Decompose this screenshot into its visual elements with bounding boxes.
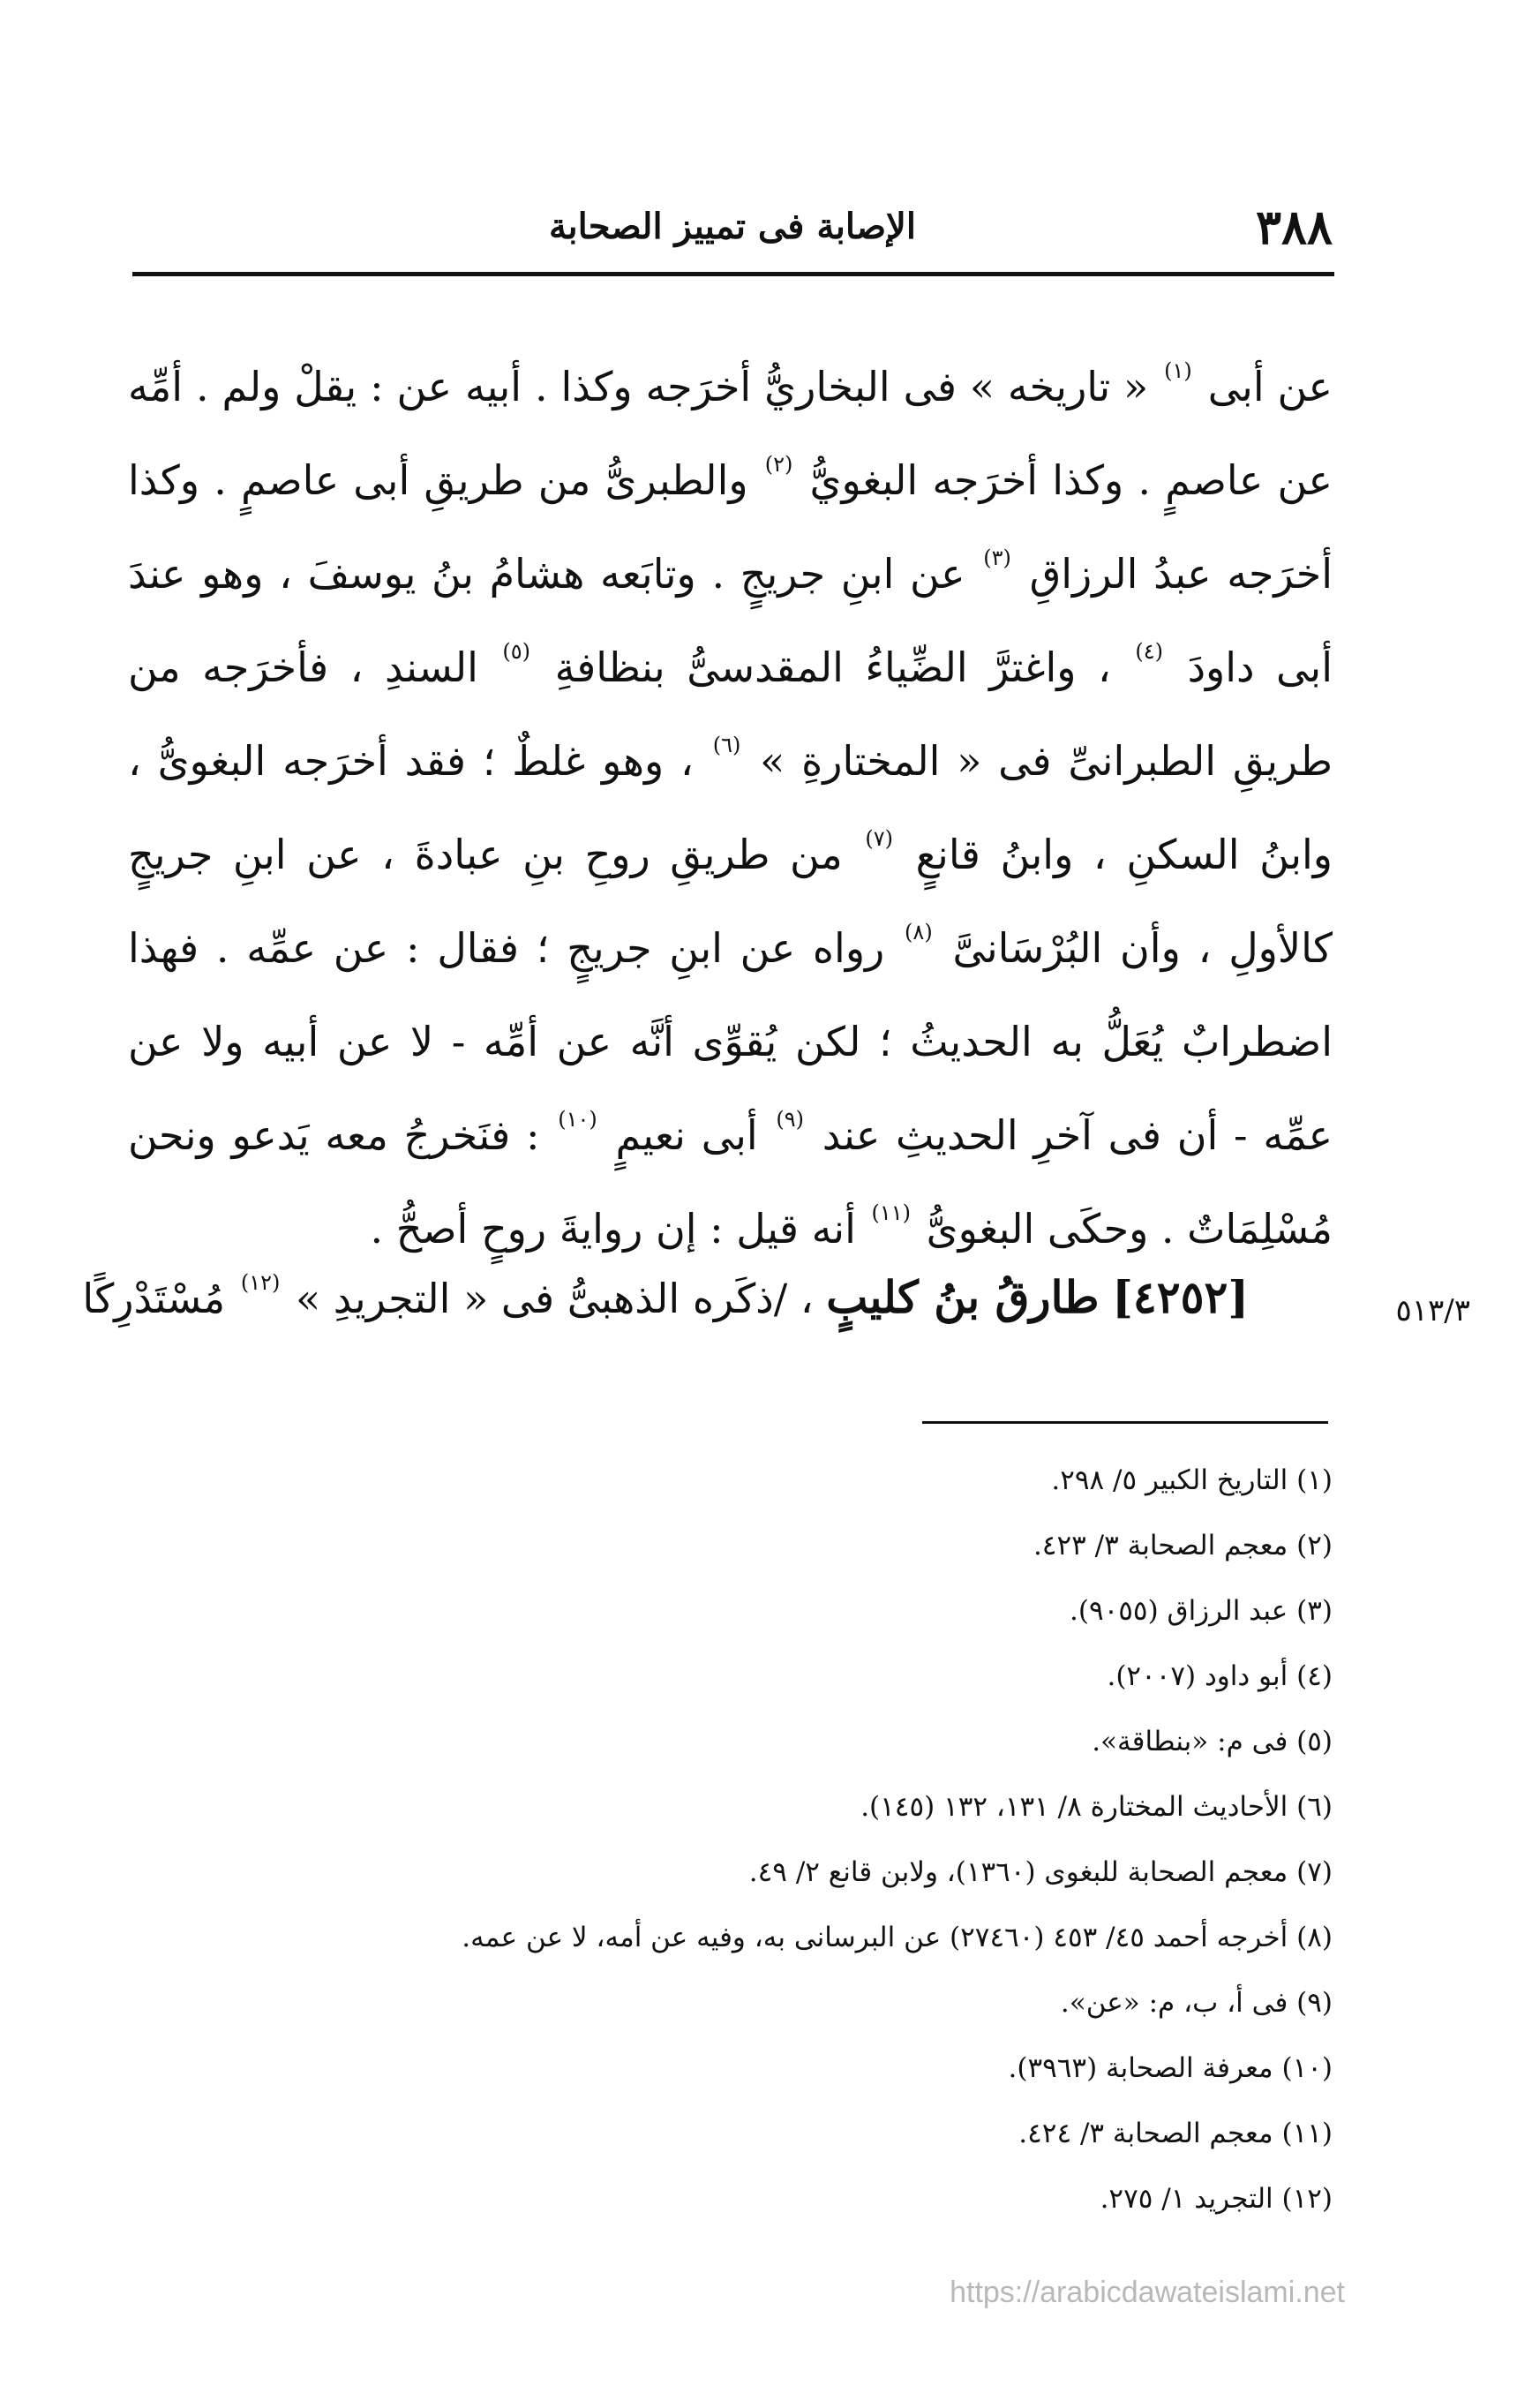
text-segment: عاصمٍ . وكذا أخرَجه البغويُّ — [809, 456, 1264, 504]
main-text — [128, 340, 1333, 1275]
footnote: (١٢) التجريد ١/ ٢٧٥. — [1100, 2183, 1333, 2215]
footnote: (٦) الأحاديث المختارة ٨/ ١٣١، ١٣٢ (١٤٥). — [860, 1791, 1333, 1823]
footnote-marker: (٤) — [1135, 639, 1164, 664]
footnote: (١١) معجم الصحابة ٣/ ٤٢٤. — [1018, 2118, 1333, 2149]
footnotes-list — [128, 1448, 1333, 2231]
entry-number: [٤٢٥٢] — [1112, 1271, 1249, 1323]
website-watermark: https://arabicdawateislami.net — [950, 2276, 1345, 2309]
text-segment: رواه عن ابنِ جريجٍ ؛ فقال : عن عمِّه . فهذا اضطرابٌ يُعَلُّ به الحديثُ ؛ لكن يُقوِّى أنَّه عن أمِّه - لا عن أبيه ولا عن عمِّه - أن فى آخرِ الحديثِ عند — [128, 924, 1333, 1159]
page-header — [132, 199, 1333, 269]
footnote-marker: (٢) — [764, 452, 793, 477]
footnote-separator — [922, 1421, 1328, 1424]
footnote-marker: (٨) — [905, 920, 933, 944]
footnote-marker: (١٠) — [558, 1107, 597, 1132]
footnote: (٢) معجم الصحابة ٣/ ٤٢٣. — [1033, 1530, 1333, 1561]
text-segment: ، وهو غلطٌ ؛ فقد أخرَجه البغوىُّ ، وابنُ السكنِ ، وابنُ قانعٍ — [128, 737, 1333, 878]
footnote-marker: (٩) — [776, 1107, 805, 1132]
entry-text: ، /ذكَره الذهبىُّ فى « التجريدِ » — [295, 1275, 814, 1322]
footnote-marker: (٥) — [502, 639, 531, 664]
biography-entry — [82, 1270, 1249, 1323]
text-segment: : فنَخرجُ معه يَدعو ونحن مُسْلِمَاتٌ . وحكَى البغوىُّ — [128, 1111, 1333, 1253]
text-segment: السندِ ، فأخرَجه من طريقِ الطبرانىِّ فى « المختارةِ » — [128, 643, 1333, 785]
footnote: (٨) أخرجه أحمد ٤٥/ ٤٥٣ (٢٧٤٦٠) عن البرسانى به، وفيه عن أمه، لا عن عمه. — [462, 1922, 1333, 1953]
text-segment: من طريقِ روحِ بنِ عبادةَ ، عن ابنِ جريجٍ كالأولِ ، وأن البُرْسَانىَّ — [128, 831, 1333, 972]
entry-name: طارقُ بنُ كليبٍ — [826, 1271, 1100, 1323]
text-segment: « تاريخه » فى البخاريُّ أخرَجه وكذا . أبيه عن : يقلْ ولم . أمِّه عن — [128, 363, 1333, 504]
text-segment: أبى نعيمٍ — [615, 1111, 758, 1159]
page-number: ٣٨٨ — [1255, 199, 1333, 255]
footnote: (٥) فى م: «بنطاقة». — [1092, 1726, 1333, 1757]
text-segment: عن ابنِ جريجٍ . وتابَعه هشامُ بنُ يوسفَ ، وهو عندَ أبى داودَ — [128, 550, 1333, 691]
text-segment: عن أبى — [1207, 363, 1333, 410]
footnote-marker: (٣) — [983, 546, 1011, 570]
footnote-marker: (١) — [1164, 358, 1192, 383]
text-segment: ، واغترَّ الضِّياءُ المقدسىُّ بنظافةِ — [554, 643, 1111, 691]
footnote-marker: (٦) — [712, 733, 741, 757]
paragraph — [128, 340, 1333, 1275]
text-segment: والطبرىُّ من طريقِ أبى عاصمٍ . وكذا أخرَجه عبدُ الرزاقِ — [128, 456, 1333, 598]
margin-reference: ٥١٣/٣ — [1395, 1293, 1470, 1328]
running-title: الإصابة فى تمييز الصحابة — [549, 206, 916, 247]
footnote: (١) التاريخ الكبير ٥/ ٢٩٨. — [1051, 1464, 1333, 1496]
footnote-marker: (١١) — [871, 1200, 912, 1225]
footnote: (٧) معجم الصحابة للبغوى (١٣٦٠)، ولابن قانع ٢/ ٤٩. — [748, 1856, 1333, 1888]
footnote: (٩) فى أ، ب، م: «عن». — [1060, 1987, 1333, 2019]
footnote: (٣) عبد الرزاق (٩٠٥٥). — [1070, 1595, 1333, 1627]
footnote-marker: (١٢) — [240, 1270, 281, 1295]
footnote: (٤) أبو داود (٢٠٠٧). — [1107, 1660, 1333, 1692]
entry-text-end: مُسْتَدْرِكًا — [82, 1275, 226, 1322]
footnote-marker: (٧) — [865, 826, 893, 851]
footnote: (١٠) معرفة الصحابة (٣٩٦٣). — [1008, 2052, 1333, 2084]
text-segment: أنه قيل : إن روايةَ روحٍ أصحُّ . — [370, 1205, 856, 1253]
header-rule — [132, 272, 1334, 276]
